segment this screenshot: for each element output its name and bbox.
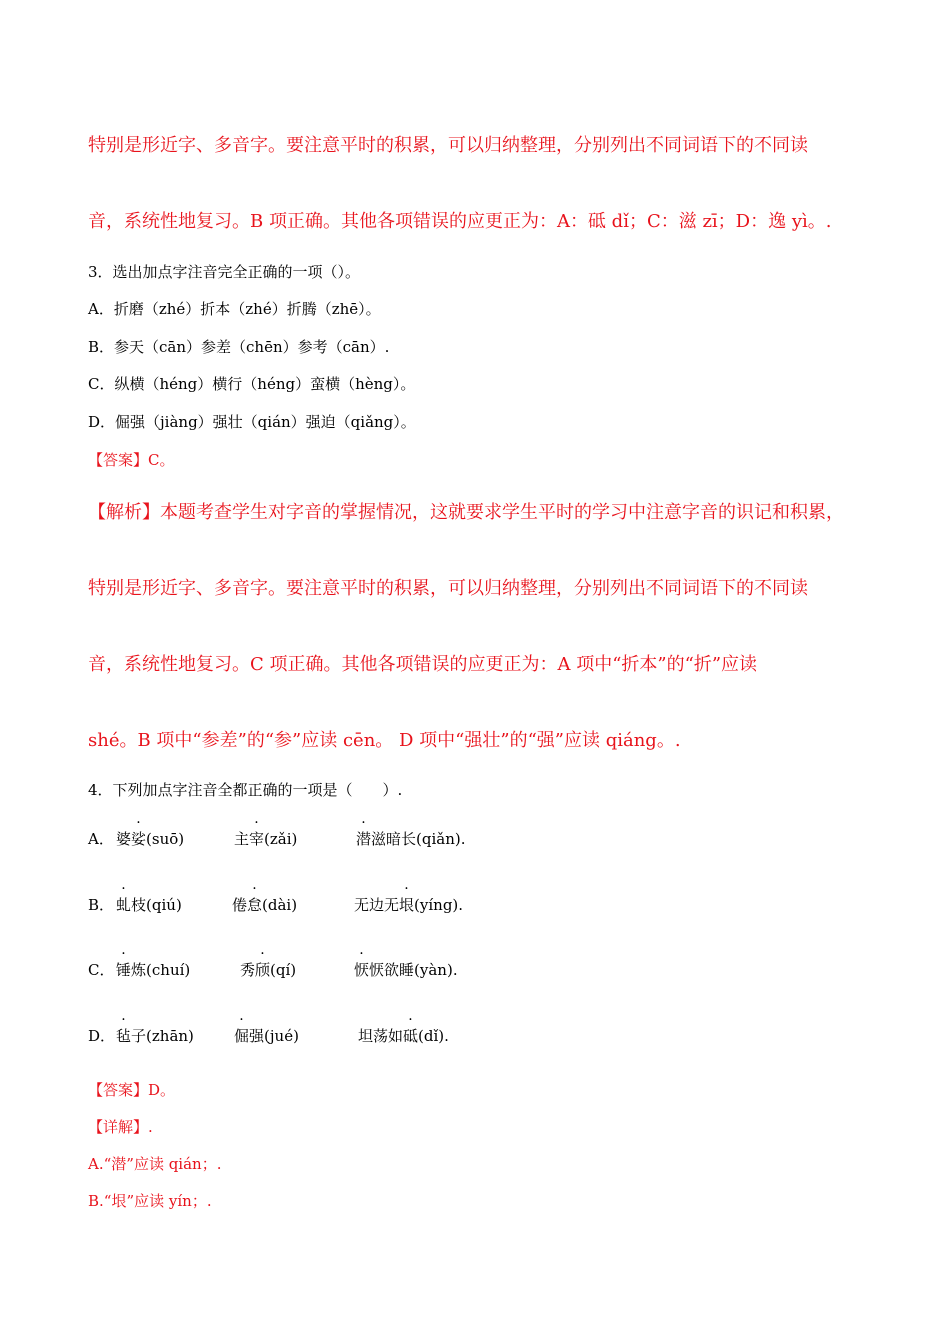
q4-option-a-word-1: 婆娑(suō) <box>116 830 185 848</box>
q3-option-b: B．参天（cān）参差（chēn）参考（cān）. <box>88 338 390 356</box>
q4-option-c-word-2: 秀颀(qí) <box>240 961 297 979</box>
q4-option-d-word-3: 坦荡如砥(dǐ). <box>358 1027 449 1045</box>
q4-option-a-label: A． <box>88 830 114 848</box>
q3-option-a: A．折磨（zhé）折本（zhé）折腾（zhē）。 <box>88 300 381 318</box>
prev-analysis-line-2: 音，系统性地复习。B 项正确。其他各项错误的应更正为：A：砥 dǐ；C：滋 zī；D：逸 yì。. <box>88 211 832 232</box>
q4-option-c-word-3: 恹恹欲睡(yàn). <box>354 961 458 979</box>
q3-analysis-line-1: 【解析】本题考查学生对字音的掌握情况，这就要求学生平时的学习中注意字音的识记和积累， <box>88 502 844 523</box>
q4-option-b-word-1: 虬枝(qiú) <box>116 896 182 914</box>
q3-analysis-line-3: 音，系统性地复习。C 项正确。其他各项错误的应更正为：A 项中“折本”的“折”应读 <box>88 654 758 675</box>
q4-option-b-word-2: 倦怠(dài) <box>232 896 298 914</box>
q3-stem: 3．选出加点字注音完全正确的一项（）。 <box>88 263 361 281</box>
prev-analysis-line-1: 特别是形近字、多音字。要注意平时的积累，可以归纳整理，分别列出不同词语下的不同读 <box>88 135 808 156</box>
q3-option-d: D．倔强（jiàng）强壮（qián）强迫（qiǎng）。 <box>88 413 416 431</box>
q3-answer: 【答案】C。 <box>88 451 175 469</box>
q4-option-c-label: C． <box>88 961 115 979</box>
q4-option-b-word-3: 无边无垠(yíng). <box>354 896 464 914</box>
q4-option-d-word-1: 毡子(zhān) <box>116 1027 194 1045</box>
q4-detail-title: 【详解】. <box>88 1118 153 1136</box>
q4-answer: 【答案】D。 <box>88 1081 176 1099</box>
q4-stem: 4．下列加点字注音全都正确的一项是（ ）. <box>88 781 403 799</box>
q4-option-b-label: B． <box>88 896 115 914</box>
q3-option-c: C．纵横（héng）横行（héng）蛮横（hèng）。 <box>88 375 416 393</box>
q4-option-d-label: D． <box>88 1027 116 1045</box>
q3-analysis-line-2: 特别是形近字、多音字。要注意平时的积累，可以归纳整理，分别列出不同词语下的不同读 <box>88 578 808 599</box>
q4-option-c-word-1: 锤炼(chuí) <box>116 961 191 979</box>
q4-detail-b: B.“垠”应读 yín；. <box>88 1192 212 1210</box>
q3-analysis-line-4: shé。B 项中“参差”的“参”应读 cēn。 D 项中“强壮”的“强”应读 qiáng。. <box>88 730 681 751</box>
q4-detail-a: A.“潜”应读 qián；. <box>88 1155 222 1173</box>
q4-option-d-word-2: 倔强(jué) <box>234 1027 299 1045</box>
q4-option-a-word-2: 主宰(zǎi) <box>234 830 298 848</box>
q4-option-a-word-3: 潜滋暗长(qiǎn). <box>356 830 466 848</box>
